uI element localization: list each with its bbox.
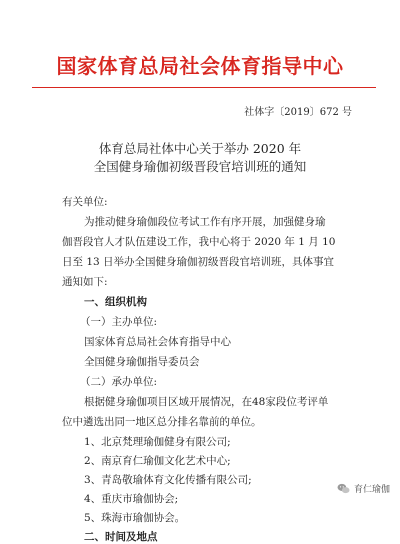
organizer-unit: 2、南京育仁瑜伽文化艺术中心; [84,455,231,467]
notice-title-line-2: 全国健身瑜伽初级晋段官培训班的通知 [93,159,307,174]
organizer-unit: 5、珠海市瑜伽协会。 [84,512,186,524]
intro-line: 日至 13 日举办全国健身瑜伽初级晋段官培训班，具体事宜 [62,256,335,268]
org-header-title: 国家体育总局社会体育指导中心 [56,54,344,78]
organizer-unit: 3、青岛敬瑜体育文化传播有限公司; [84,474,252,486]
section-heading-organization: 一、组织机构 [84,296,147,308]
watermark-label: 育仁瑜伽 [353,485,390,495]
intro-line: 伽晋段官人才队伍建设工作，我中心将于 2020 年 1 月 10 [62,236,336,248]
watermark [337,482,390,495]
intro-line: 通知如下: [62,276,108,288]
salutation: 有关单位: [62,196,108,208]
organizer-intro-line: 根据健身瑜伽项目区域开展情况，在48家段位考评单 [84,396,329,408]
intro-line: 为推动健身瑜伽段位考试工作有序开展，加强健身瑜 [84,216,326,228]
document-number: 社体字〔2019〕672 号 [244,107,352,118]
organizer-unit: 4、重庆市瑜伽协会; [84,493,179,505]
wechat-icon [337,482,350,495]
subheading-organizer: （二）承办单位: [80,376,158,388]
header-divider [32,87,376,88]
subheading-host: （一）主办单位: [80,316,158,328]
organizer-unit: 1、北京梵理瑜伽健身有限公司; [84,436,231,448]
organizer-intro-line: 位中遴选出同一地区总分排名靠前的单位。 [62,416,262,428]
notice-title-line-1: 体育总局社体中心关于举办 2020 年 [98,141,302,156]
host-unit: 国家体育总局社会体育指导中心 [84,336,231,348]
section-heading-time-location: 二、时间及地点 [84,531,158,543]
host-unit: 全国健身瑜伽指导委员会 [84,356,200,368]
